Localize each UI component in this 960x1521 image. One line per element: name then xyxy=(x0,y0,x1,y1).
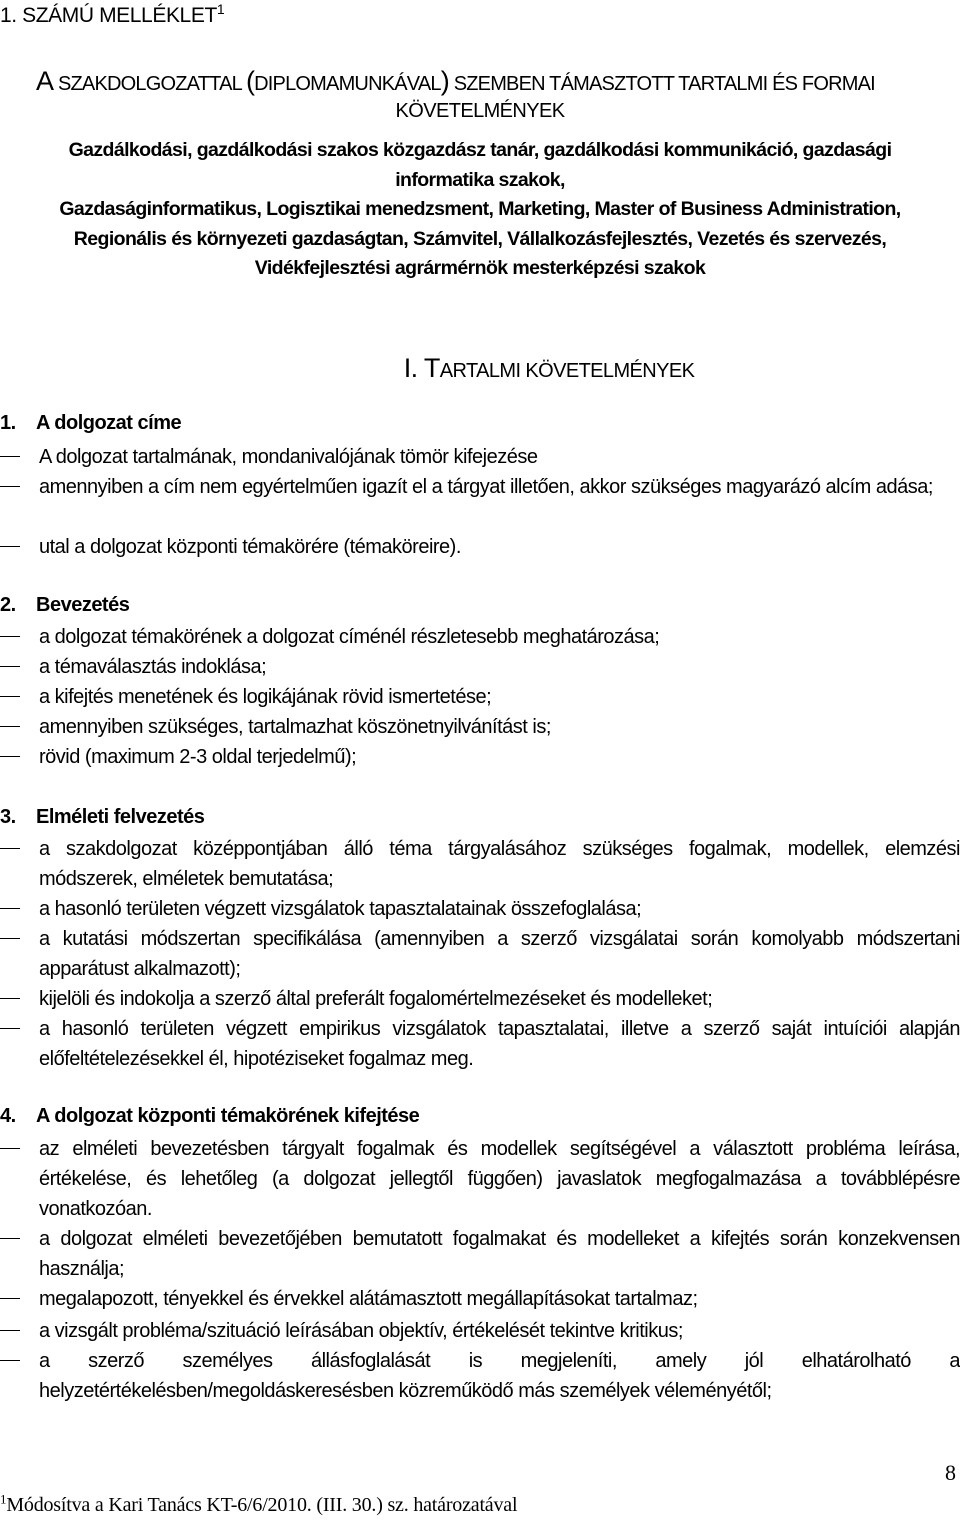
list-item-text: a vizsgált probléma/szituáció leírásában objektív, értékelését tekintve kritikus; xyxy=(39,1320,683,1342)
list-item xyxy=(0,442,960,472)
list-item xyxy=(0,924,960,984)
dash-bullet-icon xyxy=(0,666,20,667)
dash-bullet-icon xyxy=(0,938,20,939)
list-item-text: megalapozott, tényekkel és érvekkel alátámasztott megállapításokat tartalmaz; xyxy=(39,1288,698,1310)
list-item xyxy=(0,1224,960,1284)
list-item xyxy=(0,1284,960,1314)
program-line: Vidékfejlesztési agrármérnök mesterképzési szakok xyxy=(254,257,706,279)
section-heading xyxy=(0,412,181,435)
section-heading-text: Elméleti felvezetés xyxy=(36,806,205,828)
section-heading xyxy=(0,594,129,617)
list-item-text: A dolgozat tartalmának, mondanivalójának tömör kifejezése xyxy=(39,446,538,468)
document-title xyxy=(36,66,946,97)
dash-bullet-icon xyxy=(0,1148,20,1149)
list-item xyxy=(0,712,960,742)
list-item-text: a kifejtés menetének és logikájának rövid ismertetése; xyxy=(39,686,492,708)
section-number: 3. xyxy=(0,806,16,828)
list-item xyxy=(0,532,960,562)
list-item-text: amennyiben a cím nem egyértelműen igazít el a tárgyat illetően, akkor szükséges magyarázó alcím adása; xyxy=(39,476,933,498)
list-item-text: utal a dolgozat központi témakörére (témaköreire). xyxy=(39,536,461,558)
program-line: Gazdálkodási, gazdálkodási szakos közgazdász tanár, gazdálkodási kommunikáció, gazdasági xyxy=(68,139,892,161)
dash-bullet-icon xyxy=(0,1238,20,1239)
list-item xyxy=(0,894,960,924)
section-heading-text: A dolgozat címe xyxy=(36,412,182,434)
dash-bullet-icon xyxy=(0,636,20,637)
dash-bullet-icon xyxy=(0,696,20,697)
program-line: informatika szakok, xyxy=(395,168,565,191)
program-line: Regionális és környezeti gazdaságtan, Számvitel, Vállalkozásfejlesztés, Vezetés és szervezés, xyxy=(73,227,887,250)
title-paren-open: ( xyxy=(245,66,255,96)
section-title-rest: ARTALMI KÖVETELMÉNYEK xyxy=(439,360,695,382)
list-item-text: a témaválasztás indoklása; xyxy=(39,656,267,678)
section-heading-text: Bevezetés xyxy=(36,594,130,616)
list-item xyxy=(0,472,960,502)
list-item-text: kijelöli és indokolja a szerző által preferált fogalomértelmezéseket és modelleket; xyxy=(39,988,713,1010)
list-item-text: a kutatási módszertan specifikálása (amennyiben a szerző vizsgálatai során komolyabb módszertani apparátust alkalmazott); xyxy=(39,928,960,980)
title-part-a: SZAKDOLGOZATTAL xyxy=(53,73,246,95)
list-item xyxy=(0,1316,960,1346)
dash-bullet-icon xyxy=(0,998,20,999)
list-item-text: a dolgozat témakörének a dolgozat címénél részletesebb meghatározása; xyxy=(39,626,660,648)
dash-bullet-icon xyxy=(0,486,20,487)
dash-bullet-icon xyxy=(0,1360,20,1361)
list-item-text: a szakdolgozat középpontjában álló téma tárgyalásához szükséges fogalmak, modellek, elemzési módszerek, elméletek bemutatása; xyxy=(39,838,960,890)
title-initial: A xyxy=(36,66,54,96)
dash-bullet-icon xyxy=(0,1330,20,1331)
list-item xyxy=(0,622,960,652)
title-part-c: SZEMBEN TÁMASZTOTT TARTALMI ÉS FORMAI xyxy=(448,73,875,95)
document-title-line2: KÖVETELMÉNYEK xyxy=(395,100,565,122)
section-number: 2. xyxy=(0,594,16,616)
list-item xyxy=(0,1014,960,1074)
footnote-mark: 1 xyxy=(216,1,225,17)
list-item-text: a szerző személyes állásfoglalását is megjeleníti, amely jól elhatárolható a helyzetértékelésben/megoldáskeresésben közreműködő más személyek véleményétől; xyxy=(39,1350,960,1402)
list-item xyxy=(0,742,960,772)
list-item-text: a dolgozat elméleti bevezetőjében bemutatott fogalmakat és modelleket a kifejtés során konzekvensen használja; xyxy=(39,1228,960,1280)
section-title-prefix: I. T xyxy=(403,353,440,383)
section-heading-text: A dolgozat központi témakörének kifejtése xyxy=(36,1105,420,1127)
section-heading xyxy=(0,806,204,829)
footnote xyxy=(0,1491,518,1517)
list-item xyxy=(0,1346,960,1406)
list-item xyxy=(0,1134,960,1224)
list-item-text: az elméleti bevezetésben tárgyalt fogalmak és modellek segítségével a választott probléma leírása, értékelése, és lehetőleg (a dolgozat jellegtől függően) javaslatok megfogalmazása a továbblépésre vonatkozóan. xyxy=(39,1138,960,1220)
list-item xyxy=(0,984,960,1014)
list-item-text: a hasonló területen végzett empirikus vizsgálatok tapasztalatai, illetve a szerző saját intuíciói alapján előfeltételezésekkel él, hipotéziseket fogalmaz meg. xyxy=(39,1018,960,1070)
dash-bullet-icon xyxy=(0,1028,20,1029)
program-list xyxy=(0,136,960,284)
list-item xyxy=(0,652,960,682)
dash-bullet-icon xyxy=(0,726,20,727)
list-item-text: a hasonló területen végzett vizsgálatok tapasztalatainak összefoglalása; xyxy=(39,898,642,920)
annex-label xyxy=(0,1,225,28)
dash-bullet-icon xyxy=(0,1298,20,1299)
list-item-text: amennyiben szükséges, tartalmazhat köszönetnyilvánítást is; xyxy=(39,716,551,738)
section-title xyxy=(0,353,960,384)
list-item-text: rövid (maximum 2-3 oldal terjedelmű); xyxy=(39,746,357,768)
dash-bullet-icon xyxy=(0,456,20,457)
section-number: 1. xyxy=(0,412,16,434)
dash-bullet-icon xyxy=(0,546,20,547)
dash-bullet-icon xyxy=(0,848,20,849)
dash-bullet-icon xyxy=(0,756,20,757)
title-part-b: DIPLOMAMUNKÁVAL xyxy=(254,73,441,95)
list-item xyxy=(0,682,960,712)
section-number: 4. xyxy=(0,1105,16,1127)
title-paren-close: ) xyxy=(440,66,449,96)
program-line: Gazdaságinformatikus, Logisztikai menedzsment, Marketing, Master of Business Administration, xyxy=(59,198,901,220)
dash-bullet-icon xyxy=(0,908,20,909)
annex-label-text: 1. SZÁMÚ MELLÉKLET xyxy=(0,4,217,27)
page-number: 8 xyxy=(945,1460,956,1485)
section-heading xyxy=(0,1105,419,1128)
list-item xyxy=(0,834,960,894)
footnote-mark: 1 xyxy=(0,1491,7,1507)
footnote-text: Módosítva a Kari Tanács KT-6/6/2010. (III. 30.) sz. határozatával xyxy=(6,1494,518,1516)
